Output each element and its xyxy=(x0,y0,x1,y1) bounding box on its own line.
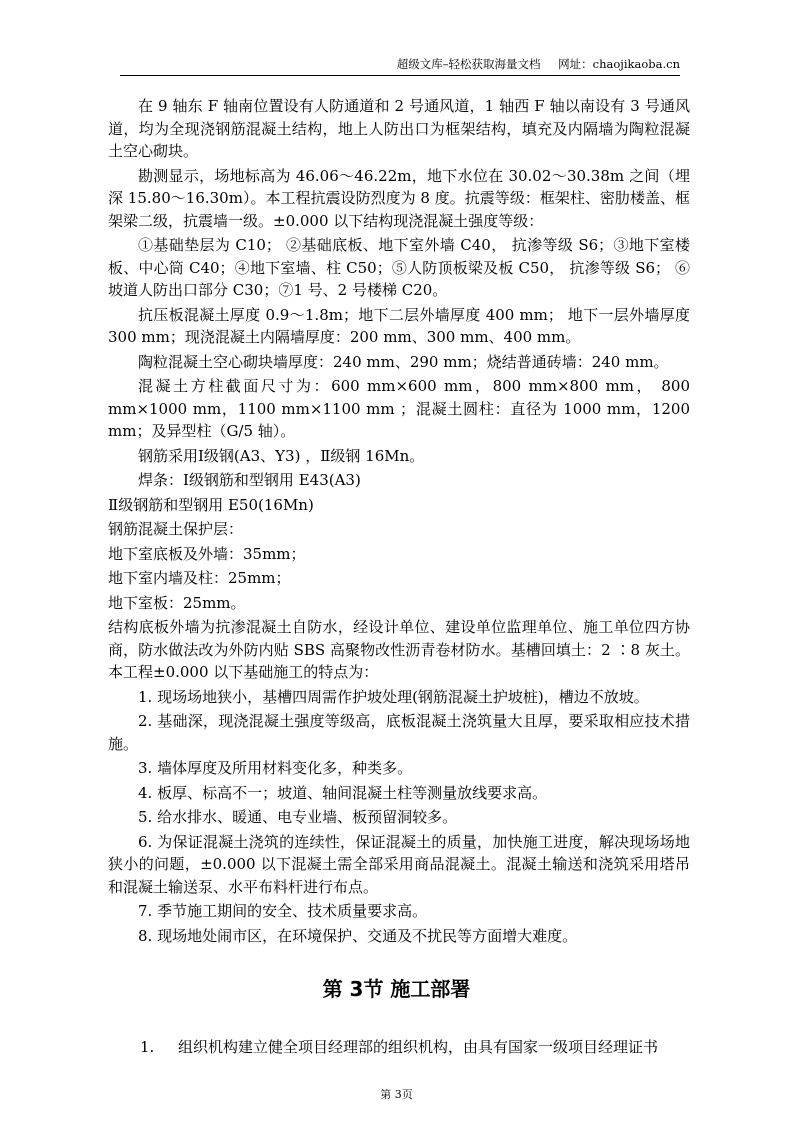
paragraph: 钢筋采用Ⅰ级钢(A3、Y3) ，Ⅱ级钢 16Mn。 xyxy=(138,446,425,465)
paragraph: 8. 现场地处闹市区，在环境保护、交通及不扰民等方面增大难度。 xyxy=(138,926,578,945)
paragraph: 混凝土方柱截面尺寸为：600 mm×600 mm，800 mm×800 mm， 800 mm×1000 mm，1100 mm×1100 mm ；混凝土圆柱：直径为 1000 mm，1200 mm；及异型柱（G/5 轴）。 xyxy=(108,377,690,440)
paragraph: 3. 墙体厚度及所用材料变化多，种类多。 xyxy=(138,759,413,777)
paragraph: 勘测显示，场地标高为 46.06～46.22m，地下水位在 30.02～30.38m 之间（埋深 15.80～16.30m）。本工程抗震设防烈度为 8 度。抗震等级：框架柱、密肋楼盖、框架梁二级，抗震墙一级。±0.000 以下结构现浇混凝土强度等级： xyxy=(108,166,690,230)
paragraph: 5. 给水排水、暖通、电专业墙、板预留洞较多。 xyxy=(138,808,458,826)
paragraph: 6. 为保证混凝土浇筑的连续性，保证混凝土的质量，加快施工进度，解决现场场地狭小的问题，±0.000 以下混凝土需全部采用商品混凝土。混凝土输送和浇筑采用塔吊和混凝土输送泵、水平布料杆进行布点。 xyxy=(108,832,690,896)
page-number: 第 3页 xyxy=(380,1087,413,1101)
paragraph: 2. 基础深，现浇混凝土强度等级高，底板混凝土浇筑量大且厚，要采取相应技术措施。 xyxy=(108,712,690,753)
list-item-text: 组织机构建立健全项目经理部的组织机构，由具有国家一级项目经理证书 xyxy=(178,1038,659,1056)
section-title: 第 3节 施工部署 xyxy=(322,977,471,1001)
paragraph: 地下室内墙及柱：25mm； xyxy=(108,569,291,587)
paragraph: 在 9 轴东 F 轴南位置设有人防通道和 2 号通风道，1 轴西 F 轴以南设有 3 号通风道，均为全现浇钢筋混凝土结构，地上人防出口为框架结构，填充及内隔墙为陶粒混凝土空心砌块。 xyxy=(108,97,690,160)
header-site-name: 超级文库–轻松获取海量文档 xyxy=(396,57,541,71)
paragraph: 地下室底板及外墙：35mm； xyxy=(108,544,306,563)
paragraph: ①基础垫层为 C10； ②基础底板、地下室外墙 C40， 抗渗等级 S6；③地下室楼板、中心筒 C40；④地下室墙、柱 C50；⑤人防顶板梁及板 C50， 抗渗等级 S6； ⑥坡道人防出口部分 C30；⑦1 号、2 号楼梯 C20。 xyxy=(108,236,690,299)
section-list-item xyxy=(140,1036,700,1059)
paragraph: 抗压板混凝土厚度 0.9～1.8m；地下二层外墙厚度 400 mm； 地下一层外墙厚度 300 mm；现浇混凝土内隔墙厚度：200 mm、300 mm、400 mm。 xyxy=(108,305,690,346)
page-header xyxy=(120,56,680,72)
document-body xyxy=(108,95,690,947)
paragraph: 7. 季节施工期间的安全、技术质量要求高。 xyxy=(138,902,428,920)
paragraph: 焊条：Ⅰ级钢筋和型钢用 E43(A3) xyxy=(138,471,361,489)
paragraph: 4. 板厚、标高不一；坡道、轴间混凝土柱等测量放线要求高。 xyxy=(138,783,548,802)
header-rule xyxy=(120,75,680,76)
paragraph: 地下室板：25mm。 xyxy=(108,593,246,612)
paragraph: 钢筋混凝土保护层： xyxy=(108,520,244,538)
paragraph: 陶粒混凝土空心砌块墙厚度：240 mm、290 mm；烧结普通砖墙：240 mm。 xyxy=(138,352,669,371)
paragraph: 1. 现场场地狭小，基槽四周需作护坡处理(钢筋混凝土护坡桩)，槽边不放坡。 xyxy=(138,687,649,706)
list-item-number: 1. xyxy=(140,1038,155,1056)
header-url: 网址：chaojikaoba.cn xyxy=(558,57,680,71)
paragraph: Ⅱ级钢筋和型钢用 E50(16Mn) xyxy=(108,495,314,514)
paragraph: 结构底板外墙为抗渗混凝土自防水，经设计单位、建设单位监理单位、施工单位四方协商，防水做法改为外防内贴 SBS 高聚物改性沥青卷材防水。基槽回填土：2 ∶8 灰土。本工程±0.000 以下基础施工的特点为： xyxy=(108,618,690,681)
